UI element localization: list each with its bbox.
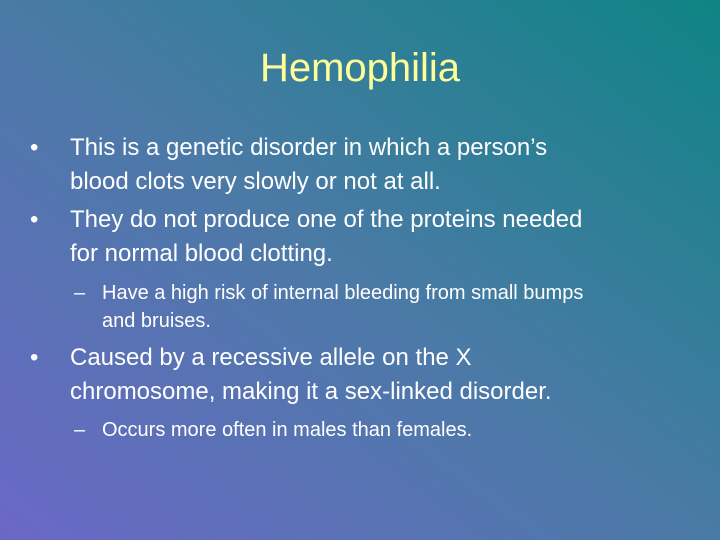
bullet-marker: • bbox=[30, 344, 39, 371]
sub-bullet-text: Have a high risk of internal bleeding from small bumps and bruises. bbox=[102, 282, 584, 332]
bullet-text: They do not produce one of the proteins needed for normal blood clotting. bbox=[70, 206, 583, 267]
sub-bullet-marker: – bbox=[74, 282, 86, 304]
sub-bullet-marker: – bbox=[74, 419, 86, 441]
bullet-text: This is a genetic disorder in which a person’s blood clots very slowly or not at all. bbox=[70, 134, 548, 195]
bullet-marker: • bbox=[30, 206, 39, 233]
bullet-marker: • bbox=[30, 134, 39, 161]
bullet-text: Caused by a recessive allele on the X chromosome, making it a sex-linked disorder. bbox=[70, 344, 552, 405]
sub-bullet-text: Occurs more often in males than females. bbox=[102, 419, 473, 441]
slide-title: Hemophilia bbox=[259, 46, 461, 90]
